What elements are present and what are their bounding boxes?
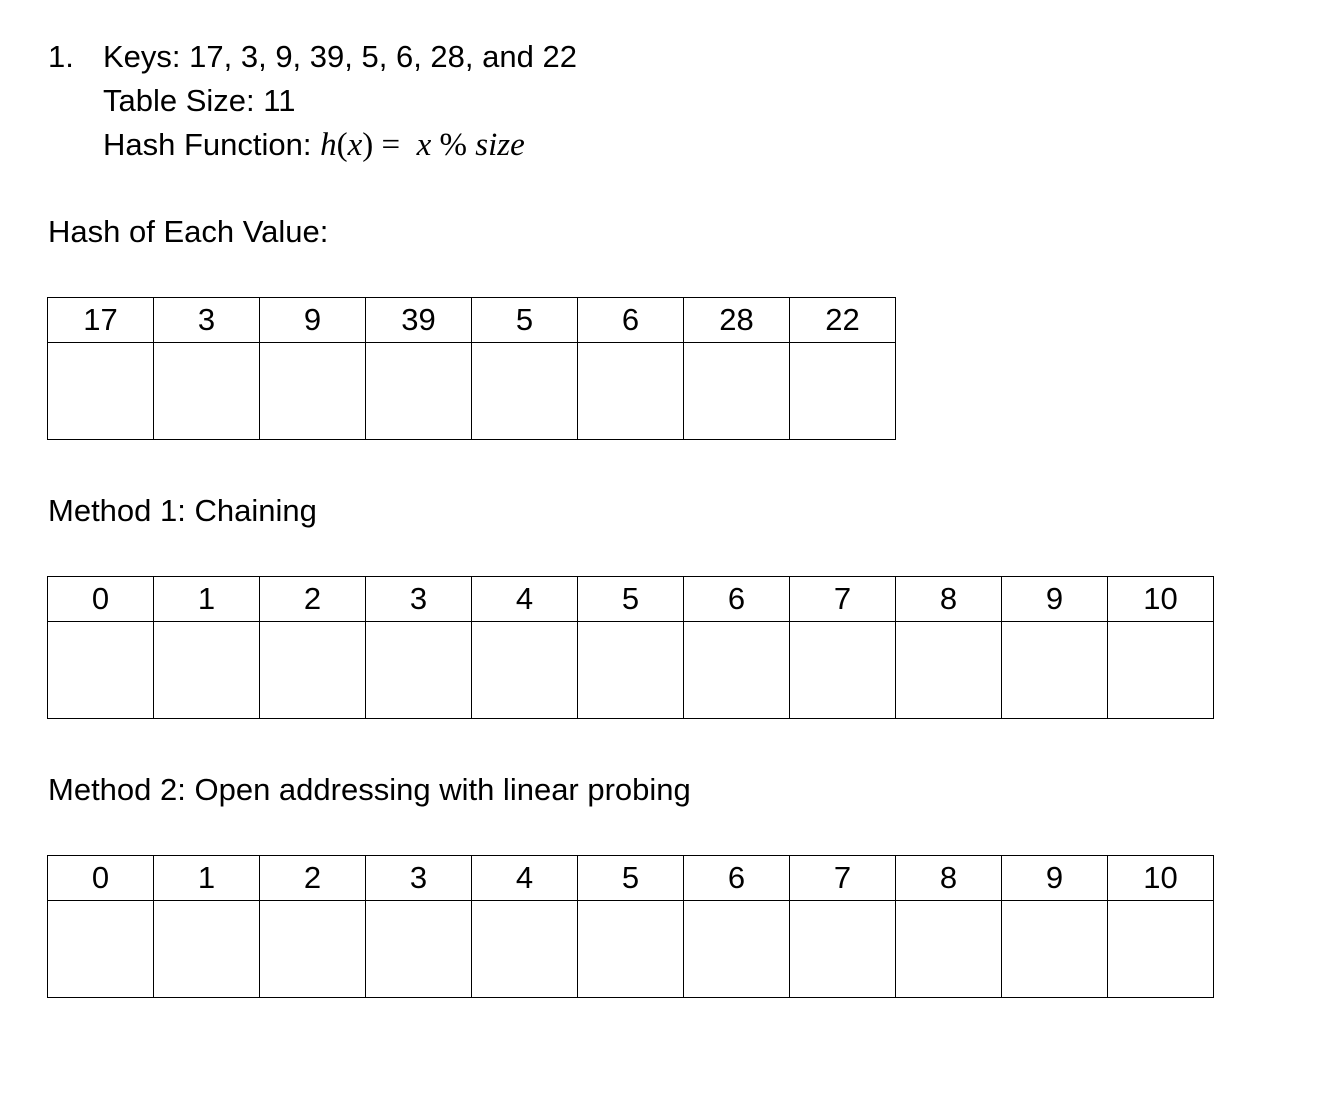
hash-answer-cell[interactable]: [366, 343, 472, 440]
formula-fn: h: [320, 127, 337, 163]
chaining-index-cell: 9: [1002, 577, 1108, 622]
chaining-slot-cell[interactable]: [684, 622, 790, 719]
hash-key-cell: 3: [154, 298, 260, 343]
formula-rhs-var: x: [416, 127, 432, 163]
hash-key-cell: 5: [472, 298, 578, 343]
chaining-slot-row: [48, 622, 1214, 719]
probing-slot-cell[interactable]: [48, 901, 154, 998]
probing-slot-cell[interactable]: [366, 901, 472, 998]
hash-key-cell: 9: [260, 298, 366, 343]
keys-line: Keys: 17, 3, 9, 39, 5, 6, 28, and 22: [103, 39, 577, 74]
chaining-slot-cell[interactable]: [1002, 622, 1108, 719]
problem-number: 1.: [48, 39, 74, 74]
chaining-index-cell: 8: [896, 577, 1002, 622]
chaining-slot-cell[interactable]: [578, 622, 684, 719]
hash-key-cell: 39: [366, 298, 472, 343]
probing-index-cell: 10: [1108, 856, 1214, 901]
hash-section-heading: Hash of Each Value:: [48, 214, 329, 249]
chaining-index-cell: 3: [366, 577, 472, 622]
formula-mod-op: %: [439, 127, 468, 163]
formula-close-paren: ): [362, 127, 374, 163]
formula-equals: =: [381, 127, 401, 163]
probing-slot-cell[interactable]: [896, 901, 1002, 998]
probing-index-cell: 5: [578, 856, 684, 901]
chaining-index-cell: 0: [48, 577, 154, 622]
formula-open-paren: (: [336, 127, 348, 163]
probing-index-row: [48, 856, 1214, 901]
probing-slot-cell[interactable]: [1108, 901, 1214, 998]
probing-slot-cell[interactable]: [578, 901, 684, 998]
probing-slot-cell[interactable]: [790, 901, 896, 998]
chaining-table: [47, 576, 1214, 719]
hash-answer-cell[interactable]: [578, 343, 684, 440]
chaining-index-cell: 4: [472, 577, 578, 622]
hash-answer-cell[interactable]: [154, 343, 260, 440]
chaining-slot-cell[interactable]: [154, 622, 260, 719]
probing-index-cell: 6: [684, 856, 790, 901]
hash-key-cell: 6: [578, 298, 684, 343]
probing-section-heading: Method 2: Open addressing with linear probing: [48, 772, 691, 807]
hash-formula: [320, 127, 525, 163]
probing-slot-cell[interactable]: [260, 901, 366, 998]
probing-index-cell: 2: [260, 856, 366, 901]
table-size-line: Table Size: 11: [103, 83, 296, 118]
probing-slot-row: [48, 901, 1214, 998]
chaining-slot-cell[interactable]: [1108, 622, 1214, 719]
chaining-slot-cell[interactable]: [366, 622, 472, 719]
chaining-index-cell: 5: [578, 577, 684, 622]
chaining-index-cell: 7: [790, 577, 896, 622]
probing-slot-cell[interactable]: [472, 901, 578, 998]
chaining-slot-cell[interactable]: [472, 622, 578, 719]
hash-key-cell: 17: [48, 298, 154, 343]
probing-slot-cell[interactable]: [1002, 901, 1108, 998]
hash-function-line: [103, 125, 525, 165]
hash-answer-cell[interactable]: [48, 343, 154, 440]
hash-answer-row: [48, 343, 896, 440]
chaining-slot-cell[interactable]: [260, 622, 366, 719]
hash-key-cell: 28: [684, 298, 790, 343]
hash-answer-cell[interactable]: [472, 343, 578, 440]
probing-index-cell: 9: [1002, 856, 1108, 901]
probing-index-cell: 0: [48, 856, 154, 901]
chaining-section-heading: Method 1: Chaining: [48, 493, 317, 528]
hash-answer-cell[interactable]: [684, 343, 790, 440]
probing-index-cell: 1: [154, 856, 260, 901]
hash-answer-cell[interactable]: [260, 343, 366, 440]
formula-var: x: [347, 127, 363, 163]
chaining-index-cell: 2: [260, 577, 366, 622]
formula-size: size: [475, 127, 525, 163]
chaining-slot-cell[interactable]: [790, 622, 896, 719]
probing-index-cell: 7: [790, 856, 896, 901]
chaining-index-cell: 6: [684, 577, 790, 622]
probing-slot-cell[interactable]: [684, 901, 790, 998]
hash-values-table: [47, 297, 896, 440]
hash-answer-cell[interactable]: [790, 343, 896, 440]
chaining-slot-cell[interactable]: [896, 622, 1002, 719]
probing-index-cell: 3: [366, 856, 472, 901]
chaining-index-cell: 10: [1108, 577, 1214, 622]
probing-index-cell: 4: [472, 856, 578, 901]
chaining-slot-cell[interactable]: [48, 622, 154, 719]
probing-index-cell: 8: [896, 856, 1002, 901]
linear-probing-table: [47, 855, 1214, 998]
chaining-index-row: [48, 577, 1214, 622]
hash-key-cell: 22: [790, 298, 896, 343]
probing-slot-cell[interactable]: [154, 901, 260, 998]
chaining-index-cell: 1: [154, 577, 260, 622]
hash-function-label: Hash Function:: [103, 127, 321, 162]
hash-keys-row: [48, 298, 896, 343]
